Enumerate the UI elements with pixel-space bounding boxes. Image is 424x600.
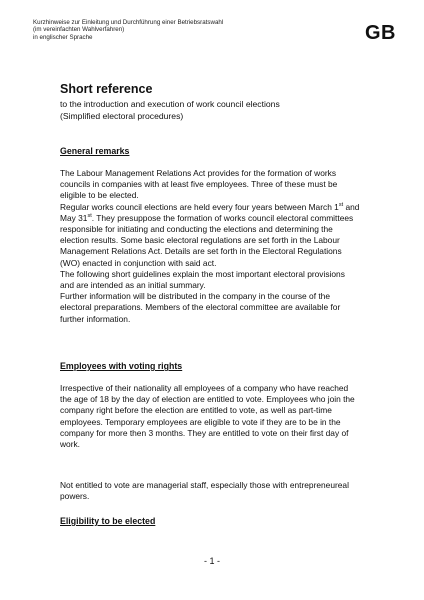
section-heading-eligibility: Eligibility to be elected <box>60 516 156 526</box>
country-code: GB <box>365 22 396 44</box>
subtitle-line: to the introduction and execution of work council elections <box>60 99 280 109</box>
document-subtitle <box>60 98 390 122</box>
voting-rights-para1: Irrespective of their nationality all employees of a company who have reached the age of 18 by the day of election are entitled to vote. Employees who join the company right before the election are entitled to vote, as well as part-time employees. Temporary employees are eligible to vote if they are to be in the company for more then 3 months. They are entitled to vote on their first day of work. <box>60 383 355 450</box>
page-number: - 1 - <box>203 556 220 566</box>
document-title: Short reference <box>60 82 153 96</box>
section-heading-voting: Employees with voting rights <box>60 361 183 371</box>
voting-rights-para2: Not entitled to vote are managerial staff, especially those with entrepreneureal powers. <box>60 480 349 502</box>
superscript: st <box>338 201 344 208</box>
subtitle-line: (Simplified electoral procedures) <box>60 111 184 121</box>
header-german-title <box>33 19 273 41</box>
section-heading-general: General remarks <box>60 146 130 156</box>
header-line: (im vereinfachten Wahlverfahren) <box>33 26 125 34</box>
paragraph-text: and May 31 <box>60 201 360 223</box>
paragraph: Further information will be distributed in the company in the course of the electoral preparations. Members of the electoral committee are available for further information. <box>60 291 341 324</box>
paragraph-text: . They presuppose the formation of works council electoral committees responsible for initiating and conducting the elections and determining the election results. Some basic electoral regulations are set forth in the Labour Management Relations Act. Details are set forth in the Electoral Regulations (WO) enacted in conjunction with said act. <box>60 212 354 268</box>
header-line: in englischer Sprache <box>33 33 93 41</box>
header-line: Kurzhinweise zur Einleitung und Durchführung einer Betriebsratswahl <box>33 19 224 26</box>
paragraph-text: Regular works council elections are held every four years between March 1 <box>60 201 339 212</box>
paragraph: The following short guidelines explain the most important electoral provisions and are intended as an initial summary. <box>60 268 345 291</box>
superscript: st <box>87 213 92 220</box>
paragraph: The Labour Management Relations Act provides for the formation of works councils in companies with at least five employees. Three of these must be eligible to be elected. <box>60 168 338 201</box>
general-remarks-body <box>60 168 360 325</box>
paragraph <box>60 202 360 269</box>
